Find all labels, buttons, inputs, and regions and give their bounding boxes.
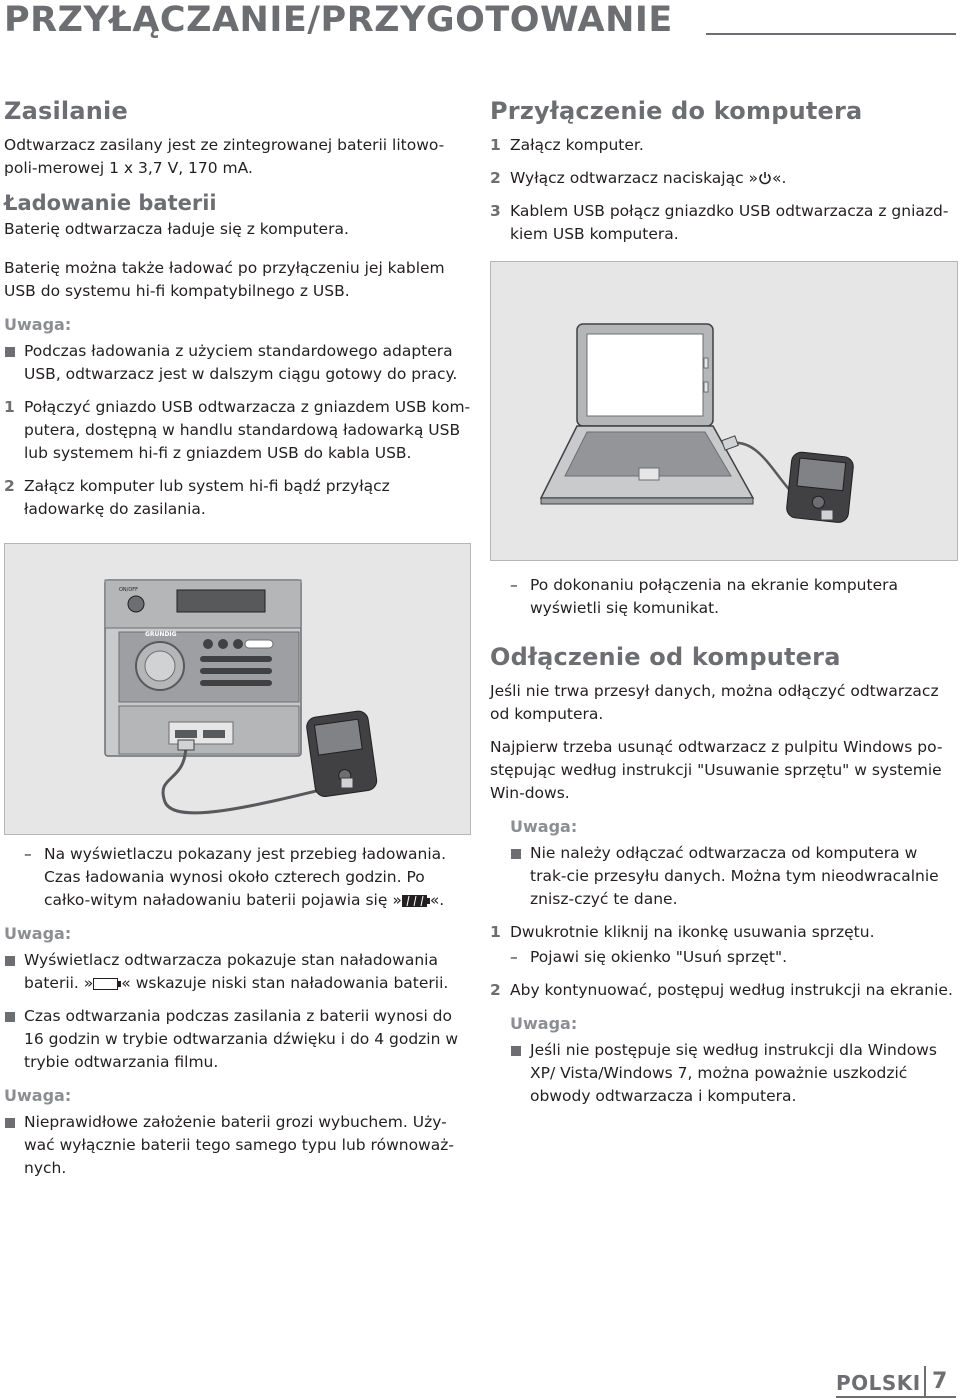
note-text: Wyświetlacz odtwarzacza pokazuje stan naładowania baterii. » bbox=[24, 951, 438, 992]
note-label: Uwaga: bbox=[510, 817, 578, 836]
dash-mark: – bbox=[510, 948, 518, 966]
step-text: Wyłącz odtwarzacz naciskając » bbox=[510, 169, 759, 187]
bullet-square-icon bbox=[5, 956, 15, 966]
sub-dash-note bbox=[510, 946, 958, 969]
heading-connect: Przyłączenie do komputera bbox=[490, 97, 863, 125]
note-bullet bbox=[4, 1005, 472, 1074]
page-number: 7 bbox=[932, 1369, 948, 1394]
disconnect-step-2 bbox=[490, 979, 958, 1002]
note-bullet bbox=[4, 340, 472, 386]
step-text: Aby kontynuować, postępuj według instrukcji na ekranie. bbox=[510, 981, 953, 999]
note-label: Uwaga: bbox=[4, 315, 72, 334]
battery-full-icon bbox=[402, 895, 430, 907]
connect-step-3 bbox=[490, 200, 958, 246]
brand-label: GRUNDIG bbox=[145, 631, 177, 638]
note-label: Uwaga: bbox=[510, 1014, 578, 1033]
disconnect-step-1 bbox=[490, 921, 958, 969]
paragraph-power: Odtwarzacz zasilany jest ze zintegrowanej baterii litowo-poli-merowej 1 x 3,7 V, 170 mA. bbox=[4, 136, 445, 177]
step-number: 2 bbox=[490, 981, 501, 999]
step-number: 1 bbox=[490, 923, 501, 941]
left-column-lower bbox=[4, 843, 472, 1190]
bullet-square-icon bbox=[5, 1118, 15, 1128]
step-number: 1 bbox=[490, 136, 501, 154]
note-text: Nieprawidłowe założenie baterii grozi wybuchem. Uży-wać wyłącznie baterii tego samego typu lub równoważ-nych. bbox=[24, 1113, 454, 1177]
title-rule bbox=[706, 33, 956, 35]
paragraph-disconnect-1: Jeśli nie trwa przesył danych, można odłączyć odtwarzacz od komputera. bbox=[490, 682, 939, 723]
note-text: Czas odtwarzania podczas zasilania z baterii wynosi do 16 godzin w trybie odtwarzania dźwięku i do 4 godzin w trybie odtwarzania filmu. bbox=[24, 1007, 459, 1071]
note-label: Uwaga: bbox=[4, 924, 72, 943]
paragraph-disconnect-2: Najpierw trzeba usunąć odtwarzacz z pulpitu Windows po-stępując według instrukcji "Usuwanie sprzętu" w systemie Win-dows. bbox=[490, 738, 943, 802]
heading-charging: Ładowanie baterii bbox=[4, 191, 217, 215]
dash-text: Pojawi się okienko "Usuń sprzęt". bbox=[530, 948, 788, 966]
step-number: 3 bbox=[490, 202, 501, 220]
step-1 bbox=[4, 396, 472, 465]
connect-step-2 bbox=[490, 167, 958, 190]
note-bullet bbox=[4, 949, 472, 995]
step-text: Kablem USB połącz gniazdko USB odtwarzacza z gniazd-kiem USB komputera. bbox=[510, 202, 949, 243]
dash-mark: – bbox=[510, 576, 518, 594]
battery-low-icon bbox=[93, 978, 121, 990]
bullet-square-icon bbox=[511, 849, 521, 859]
dash-text: Na wyświetlaczu pokazany jest przebieg ładowania. Czas ładowania wynosi około czterech godzin. Po całko-witym naładowaniu baterii pojawia się » bbox=[44, 845, 447, 909]
step-2 bbox=[4, 475, 472, 521]
dash-mark: – bbox=[24, 845, 32, 863]
step-number: 2 bbox=[490, 169, 501, 187]
footer-language: POLSKI bbox=[836, 1371, 921, 1395]
paragraph-charging-1: Baterię odtwarzacza ładuje się z komputera. bbox=[4, 220, 349, 238]
heading-power: Zasilanie bbox=[4, 97, 128, 125]
step-number: 1 bbox=[4, 398, 15, 416]
step-text: Połączyć gniazdo USB odtwarzacza z gniazdem USB kom-putera, dostępną w handlu standardową ładowarką USB lub systemem hi-fi z gniazdem USB do kabla USB. bbox=[24, 398, 471, 462]
note-bullet bbox=[510, 1039, 958, 1108]
dash-text: Po dokonaniu połączenia na ekranie komputera wyświetli się komunikat. bbox=[530, 576, 898, 617]
hifi-illustration-svg bbox=[5, 544, 470, 834]
bullet-square-icon bbox=[511, 1046, 521, 1056]
laptop-connection-illustration bbox=[490, 261, 958, 561]
step-text: Dwukrotnie kliknij na ikonkę usuwania sprzętu. bbox=[510, 923, 875, 941]
dash-text-end: «. bbox=[429, 891, 445, 909]
right-column bbox=[490, 96, 958, 256]
laptop-illustration-svg bbox=[491, 262, 957, 560]
note-text: Nie należy odłączać odtwarzacza od komputera w trak-cie przesyłu danych. Można tym nieodwracalnie znisz-czyć te dane. bbox=[530, 844, 939, 908]
step-text: Załącz komputer lub system hi-fi bądź przyłącz ładowarkę do zasilania. bbox=[24, 477, 390, 518]
footer-divider bbox=[924, 1366, 926, 1396]
heading-disconnect: Odłączenie od komputera bbox=[490, 643, 841, 671]
step-text: Załącz komputer. bbox=[510, 136, 644, 154]
note-label: Uwaga: bbox=[4, 1086, 72, 1105]
step-number: 2 bbox=[4, 477, 15, 495]
hifi-connection-illustration bbox=[4, 543, 471, 835]
power-icon bbox=[758, 171, 772, 185]
bullet-square-icon bbox=[5, 347, 15, 357]
connect-step-1 bbox=[490, 134, 958, 157]
footer-underline bbox=[836, 1396, 956, 1398]
bullet-square-icon bbox=[5, 1012, 15, 1022]
page-title: PRZYŁĄCZANIE/PRZYGOTOWANIE bbox=[4, 0, 673, 40]
note-text: Jeśli nie postępuje się według instrukcji dla Windows XP/ Vista/Windows 7, można poważnie uszkodzić obwody odtwarzacza i komputera. bbox=[530, 1041, 937, 1105]
note-bullet bbox=[510, 842, 958, 911]
charging-progress-note bbox=[4, 843, 472, 912]
connection-message-note bbox=[490, 574, 958, 620]
note-text: Podczas ładowania z użyciem standardowego adaptera USB, odtwarzacz jest w dalszym ciągu gotowy do pracy. bbox=[24, 342, 458, 383]
paragraph-charging-2: Baterię można także ładować po przyłączeniu jej kablem USB do systemu hi-fi kompatybilnego z USB. bbox=[4, 259, 445, 300]
left-column bbox=[4, 96, 472, 531]
note-bullet bbox=[4, 1111, 472, 1180]
right-column-lower bbox=[490, 574, 958, 1118]
onoff-label: ON/OFF bbox=[119, 587, 139, 593]
note-text-end: « wskazuje niski stan naładowania baterii. bbox=[121, 974, 449, 992]
step-text-end: «. bbox=[772, 169, 787, 187]
